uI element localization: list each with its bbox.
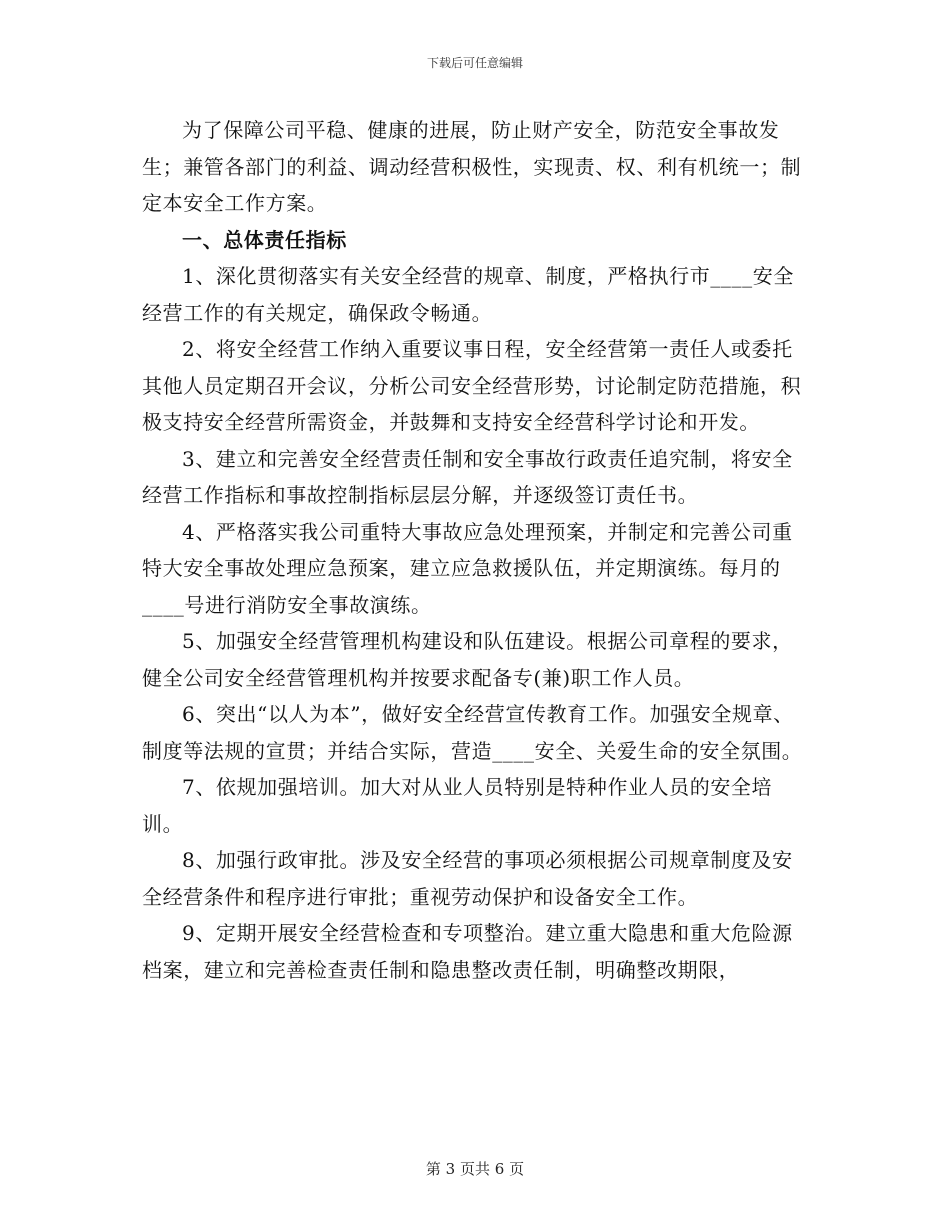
list-item: 1、深化贯彻落实有关安全经营的规章、制度，严格执行市____安全经营工作的有关规定，确保政令畅通。 (142, 264, 794, 325)
list-item: 2、将安全经营工作纳入重要议事日程，安全经营第一责任人或委托其他人员定期召开会议，分析公司安全经营形势，讨论制定防范措施，积极支持安全经营所需资金，并鼓舞和支持安全经营科学讨论和开发。 (142, 337, 802, 434)
list-item: 7、依规加强培训。加大对从业人员特别是特种作业人员的安全培训。 (142, 775, 773, 836)
page-footer: 第 3 页共 6 页 (425, 1160, 525, 1178)
document-body (142, 112, 807, 988)
list-item: 5、加强安全经营管理机构建设和队伍建设。根据公司章程的要求，健全公司安全经营管理机构并按要求配备专(兼)职工作人员。 (142, 629, 793, 690)
list-item: 4、严格落实我公司重特大事故应急处理预案，并制定和完善公司重特大安全事故处理应急预案，建立应急救援队伍，并定期演练。每月的____号进行消防安全事故演练。 (142, 519, 793, 617)
list-item: 6、突出“以人为本”，做好安全经营宣传教育工作。加强安全规章、制度等法规的宣贯；并结合实际，营造____安全、关爱生命的安全氛围。 (142, 702, 803, 763)
list-item: 8、加强行政审批。涉及安全经营的事项必须根据公司规章制度及安全经营条件和程序进行审批；重视劳动保护和设备安全工作。 (142, 848, 793, 909)
intro-paragraph: 为了保障公司平稳、健康的进展，防止财产安全，防范安全事故发生；兼管各部门的利益、调动经营积极性，实现责、权、利有机统一；制定本安全工作方案。 (142, 118, 802, 215)
page-header: 下载后可任意编辑 (426, 56, 523, 70)
section-heading: 一、总体责任指标 (182, 227, 347, 252)
list-item: 3、建立和完善安全经营责任制和安全事故行政责任追究制，将安全经营工作指标和事故控制指标层层分解，并逐级签订责任书。 (142, 446, 793, 507)
list-item: 9、定期开展安全经营检查和专项整治。建立重大隐患和重大危险源档案，建立和完善检查责任制和隐患整改责任制，明确整改期限， (142, 921, 793, 982)
